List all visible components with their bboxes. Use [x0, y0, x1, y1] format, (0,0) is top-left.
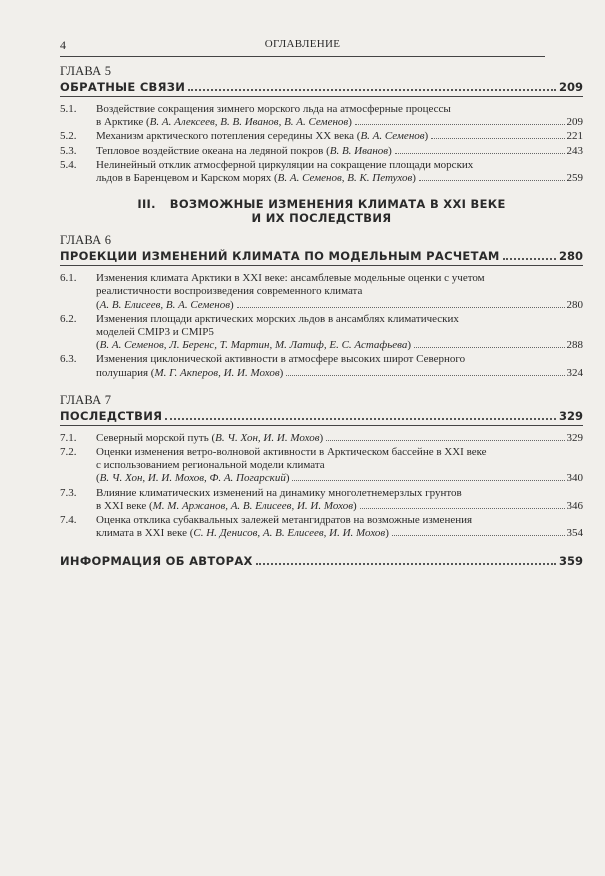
toc-entry[interactable] — [60, 432, 583, 445]
entry-number: 7.3. — [60, 486, 77, 499]
entry-authors: В. В. Иванов — [329, 144, 389, 157]
entry-paren: ) — [407, 339, 411, 352]
dot-leader — [237, 307, 565, 308]
entry-paren: ) — [285, 472, 290, 485]
entry-title-line: Изменения циклонической активности в атмосфере высоких широт Северного — [96, 353, 466, 366]
chapter-title-row[interactable] — [60, 408, 583, 426]
dot-leader — [431, 138, 564, 139]
entry-page: 324 — [566, 366, 583, 379]
chapter-title: ПРОЕКЦИИ ИЗМЕНЕНИЙ КЛИМАТА ПО МОДЕЛЬНЫМ РАСЧЕТАМ — [60, 249, 500, 264]
entry-title-line: льдов в Баренцевом и Карском морях ( — [96, 172, 278, 185]
chapter-label: ГЛАВА 6 — [60, 233, 112, 248]
dot-leader — [414, 347, 565, 348]
entry-authors: В. А. Семенов, В. К. Петухов — [277, 172, 413, 185]
entry-title-line: ( — [96, 472, 100, 485]
entry-paren: ) — [319, 431, 324, 444]
entry-authors: В. Ч. Хон, И. И. Мохов — [215, 431, 320, 444]
dot-leader — [419, 180, 565, 181]
entry-page: 280 — [566, 298, 583, 311]
entry-page: 340 — [566, 472, 583, 485]
entry-authors: В. А. Алексеев, В. В. Иванов, В. А. Семенов — [149, 116, 349, 129]
running-header — [60, 38, 545, 54]
chapter-label: ГЛАВА 7 — [60, 392, 112, 407]
entry-authors: В. А. Семенов — [360, 130, 425, 143]
chapter-entries — [60, 432, 583, 541]
entry-number: 5.2. — [60, 130, 77, 143]
entry-number: 6.3. — [60, 353, 77, 366]
part-title-line: И ИХ ПОСЛЕДСТВИЯ — [251, 211, 392, 226]
chapter-title: ПОСЛЕДСТВИЯ — [60, 408, 163, 423]
authors-info-title: ИНФОРМАЦИЯ ОБ АВТОРАХ — [60, 554, 253, 569]
entry-title-line: Оценки изменения ветро-волновой активности в Арктическом бассейне в XXI веке — [96, 446, 487, 459]
chapter-6 — [60, 233, 583, 380]
dot-leader — [286, 375, 564, 376]
entry-title-line: с использованием региональной модели климата — [96, 459, 325, 472]
dot-leader — [256, 563, 556, 565]
chapter-title-row[interactable] — [60, 79, 583, 97]
entry-number: 7.4. — [60, 514, 77, 527]
entry-title-line: моделей CMIP3 и CMIP5 — [96, 326, 214, 339]
entry-authors: В. А. Семенов, Л. Беренс, Т. Мартин, М. Латиф, Е. С. Астафьева — [99, 339, 408, 352]
header-rule — [60, 56, 545, 57]
part-heading — [60, 197, 583, 225]
entry-title-line: Изменения климата Арктики в XXI веке: ансамблевые модельные оценки с учетом — [96, 272, 485, 285]
entry-title-line: Влияние климатических изменений на динамику многолетнемерзлых грунтов — [96, 486, 462, 499]
toc-entry[interactable] — [60, 313, 583, 353]
dot-leader — [326, 440, 564, 441]
entry-page: 243 — [566, 144, 583, 157]
chapter-label: ГЛАВА 5 — [60, 64, 112, 78]
entry-title-line: полушария ( — [96, 366, 155, 379]
entry-title-line: в Арктике ( — [96, 116, 150, 129]
dot-leader — [503, 258, 556, 260]
toc-entry[interactable] — [60, 514, 583, 540]
table-of-contents — [60, 64, 583, 570]
part-number: III. — [137, 197, 156, 212]
chapter-entries — [60, 103, 583, 185]
dot-leader — [360, 508, 565, 509]
entry-title-line: климата в XXI веке ( — [96, 527, 194, 540]
entry-number: 5.3. — [60, 144, 77, 157]
page-number: 4 — [60, 38, 67, 52]
entry-paren: ) — [412, 172, 416, 185]
running-title: ОГЛАВЛЕНИЕ — [264, 38, 341, 50]
entry-page: 354 — [566, 527, 583, 540]
entry-title-line: реалистичности воспроизведения современного климата — [96, 285, 363, 298]
entry-number: 7.1. — [60, 431, 77, 444]
entry-page: 221 — [566, 130, 583, 143]
toc-entry[interactable] — [60, 103, 583, 129]
chapter-5 — [60, 64, 583, 185]
entry-authors: С. Н. Денисов, А. В. Елисеев, И. И. Мохов — [193, 527, 386, 540]
entry-number: 6.2. — [60, 312, 77, 325]
entry-title-line: Воздействие сокращения зимнего морского льда на атмосферные процессы — [96, 103, 451, 115]
part-title-line: ВОЗМОЖНЫЕ ИЗМЕНЕНИЯ КЛИМАТА В XXI ВЕКЕ — [169, 197, 506, 212]
dot-leader — [355, 124, 565, 125]
entry-paren: ) — [230, 298, 234, 311]
entry-title-line: Механизм арктического потепления середины XX века ( — [96, 130, 361, 143]
dot-leader — [165, 418, 556, 420]
entry-page: 329 — [566, 431, 583, 444]
authors-info-page: 359 — [558, 554, 583, 569]
dot-leader — [392, 535, 565, 536]
entry-number: 7.2. — [60, 446, 77, 459]
toc-entry[interactable] — [60, 145, 583, 158]
entry-title-line: в XXI веке ( — [96, 499, 153, 512]
entry-page: 288 — [566, 339, 583, 352]
chapter-page: 280 — [558, 249, 583, 264]
entry-paren: ) — [424, 130, 429, 143]
chapter-entries — [60, 272, 583, 380]
entry-authors: А. В. Елисеев, В. А. Семенов — [99, 298, 230, 311]
entry-number: 5.4. — [60, 158, 77, 171]
entry-number: 6.1. — [60, 272, 77, 285]
entry-paren: ) — [385, 527, 389, 540]
entry-page: 209 — [566, 116, 583, 129]
toc-entry[interactable] — [60, 159, 583, 185]
entry-authors: М. Г. Акперов, И. И. Мохов — [154, 366, 280, 379]
entry-page: 259 — [566, 172, 583, 185]
entry-title-line: ( — [96, 298, 100, 311]
entry-title-line: Северный морской путь ( — [96, 431, 216, 444]
toc-entry[interactable] — [60, 487, 583, 513]
entry-paren: ) — [388, 144, 392, 157]
chapter-7 — [60, 393, 583, 541]
entry-authors: В. Ч. Хон, И. И. Мохов, Ф. А. Погарский — [99, 472, 286, 485]
entry-authors: М. М. Аржанов, А. В. Елисеев, И. И. Мохов — [152, 499, 354, 512]
entry-title-line: Оценка отклика субаквальных залежей метангидратов на возможные изменения — [96, 514, 473, 527]
dot-leader — [188, 89, 556, 91]
authors-info-row[interactable] — [60, 553, 583, 570]
entry-paren: ) — [279, 366, 284, 379]
toc-entry[interactable] — [60, 130, 583, 143]
chapter-title-row[interactable] — [60, 248, 583, 266]
entry-page: 346 — [566, 499, 583, 512]
chapter-page: 209 — [558, 80, 583, 94]
entry-title-line: Изменения площади арктических морских льдов в ансамблях климатических — [96, 312, 459, 325]
entry-title-line: ( — [96, 339, 100, 352]
dot-leader — [395, 153, 565, 154]
chapter-title: ОБРАТНЫЕ СВЯЗИ — [60, 80, 186, 94]
toc-entry[interactable] — [60, 353, 583, 379]
toc-entry[interactable] — [60, 272, 583, 312]
entry-title-line: Тепловое воздействие океана на ледяной покров ( — [96, 144, 330, 157]
dot-leader — [292, 480, 564, 481]
entry-title-line: Нелинейный отклик атмосферной циркуляции на сокращение площади морских — [96, 158, 474, 171]
entry-number: 5.1. — [60, 103, 77, 115]
toc-entry[interactable] — [60, 446, 583, 486]
entry-paren: ) — [348, 116, 352, 129]
chapter-page: 329 — [558, 408, 583, 423]
entry-paren: ) — [353, 499, 357, 512]
